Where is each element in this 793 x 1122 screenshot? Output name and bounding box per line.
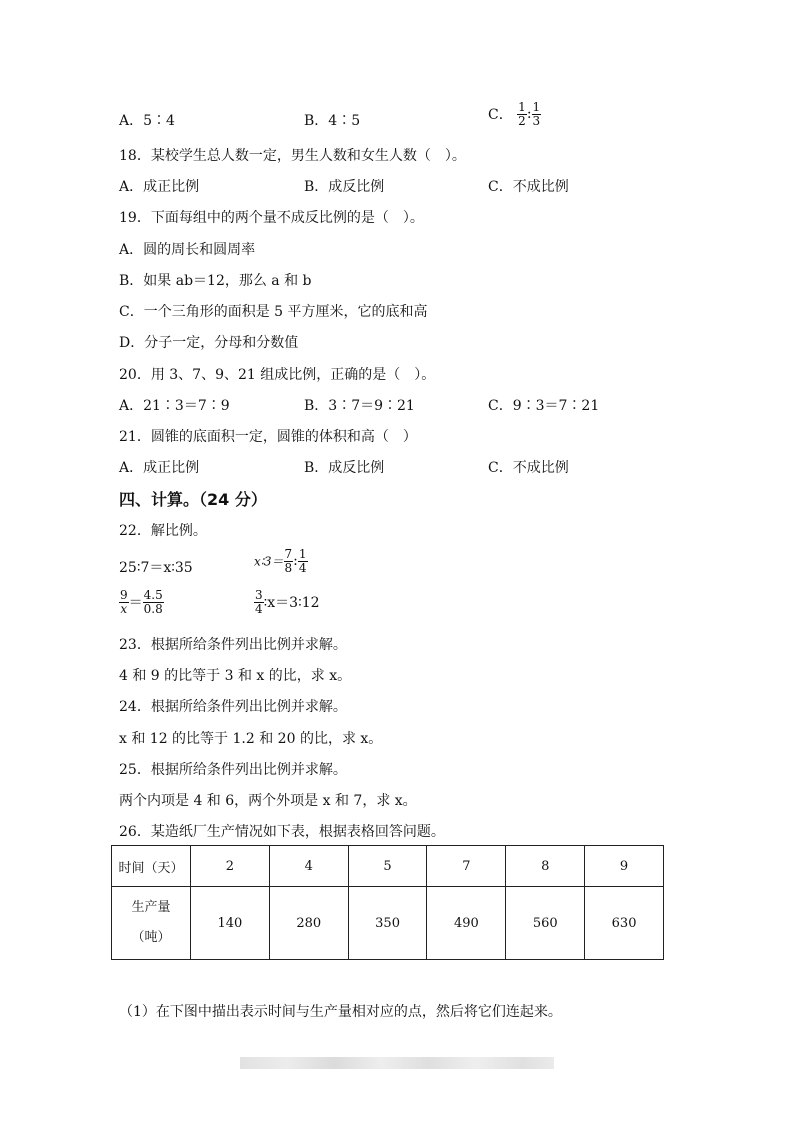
q18-option-a: A．成正比例 <box>119 179 200 195</box>
q19-stem: 19．下面每组中的两个量不成反比例的是（ ）。 <box>119 210 424 226</box>
fraction <box>517 101 527 127</box>
q22-equation-2 <box>254 548 308 574</box>
fraction <box>532 101 542 127</box>
q17-option-c <box>488 101 541 127</box>
table-cell: 5 <box>348 846 427 887</box>
q24-body: x 和 12 的比等于 1.2 和 20 的比，求 x。 <box>119 731 383 747</box>
q22-equation-3 <box>119 589 164 615</box>
table-cell: 8 <box>506 846 585 887</box>
table-cell: 2 <box>191 846 270 887</box>
q20-stem: 20．用 3、7、9、21 组成比例，正确的是（ ）。 <box>119 367 436 383</box>
table-cell: 7 <box>427 846 506 887</box>
table-cell: 4 <box>269 846 348 887</box>
table-cell: 350 <box>348 887 427 960</box>
q19-option-c: C．一个三角形的面积是 5 平方厘米，它的底和高 <box>119 304 428 320</box>
equation-suffix: ∶x＝3∶12 <box>263 595 320 612</box>
fraction <box>143 589 164 615</box>
q18-option-b: B．成反比例 <box>304 179 385 195</box>
q21-stem: 21．圆锥的底面积一定，圆锥的体积和高（ ） <box>119 429 417 445</box>
table-cell: 280 <box>269 887 348 960</box>
ratio-sign: : <box>526 106 532 123</box>
fraction-numerator: 1 <box>518 100 526 114</box>
fraction-numerator: 7 <box>284 547 293 561</box>
table-row <box>112 846 664 887</box>
fraction-denominator: x <box>120 601 128 616</box>
blurred-footer <box>240 1057 554 1069</box>
fraction <box>284 548 294 574</box>
q23-stem: 23．根据所给条件列出比例并求解。 <box>119 637 347 653</box>
table-cell: 9 <box>585 846 664 887</box>
table-header-production <box>112 887 191 960</box>
section-title: 四、计算。（24 分） <box>119 490 267 509</box>
q17-option-c-label: C． <box>488 107 513 124</box>
table-header-line: 生产量 <box>131 900 171 915</box>
q19-option-d: D．分子一定，分母和分数值 <box>119 335 299 351</box>
q26-subquestion-1: （1）在下图中描出表示时间与生产量相对应的点，然后将它们连起来。 <box>119 1004 562 1020</box>
fraction <box>298 548 308 574</box>
table-cell: 630 <box>585 887 664 960</box>
q21-option-a: A．成正比例 <box>119 460 200 476</box>
q19-option-b: B．如果 ab＝12，那么 a 和 b <box>119 273 312 289</box>
fraction-numerator: 3 <box>255 588 263 602</box>
q23-body: 4 和 9 的比等于 3 和 x 的比，求 x。 <box>119 668 352 684</box>
ratio-sign: : <box>293 553 298 570</box>
fraction-numerator: 4.5 <box>143 588 163 602</box>
fraction-numerator: 1 <box>298 547 307 561</box>
fraction-denominator: 8 <box>284 560 293 575</box>
q19-option-a: A．圆的周长和圆周率 <box>119 242 256 258</box>
q20-option-a: A．21∶3＝7∶9 <box>119 398 230 414</box>
fraction <box>254 589 264 615</box>
q22-equation-4 <box>254 589 320 615</box>
table-header-time: 时间（天） <box>112 846 191 887</box>
q22-equation-1: 25∶7＝x∶35 <box>119 560 193 576</box>
equals-sign: ＝ <box>128 595 143 612</box>
table-header-line: （吨） <box>131 930 171 945</box>
table-cell: 560 <box>506 887 585 960</box>
table-cell: 490 <box>427 887 506 960</box>
fraction-numerator: 1 <box>532 100 541 114</box>
q20-option-c: C．9∶3＝7∶21 <box>488 398 600 414</box>
q22-stem: 22．解比例。 <box>119 523 207 539</box>
q25-stem: 25．根据所给条件列出比例并求解。 <box>119 762 347 778</box>
fraction-denominator: 2 <box>518 113 526 128</box>
q21-option-c: C．不成比例 <box>488 460 569 476</box>
table-row <box>112 887 664 960</box>
table-cell: 140 <box>191 887 270 960</box>
fraction <box>119 589 129 615</box>
q20-option-b: B．3∶7＝9∶21 <box>304 398 415 414</box>
q26-stem: 26．某造纸厂生产情况如下表，根据表格回答问题。 <box>119 824 445 840</box>
fraction-denominator: 3 <box>532 113 541 128</box>
q18-option-c: C．不成比例 <box>488 179 569 195</box>
fraction-denominator: 4 <box>298 560 307 575</box>
q17-option-b: B．4∶5 <box>304 113 361 129</box>
fraction-denominator: 4 <box>255 601 263 616</box>
q25-body: 两个内项是 4 和 6，两个外项是 x 和 7，求 x。 <box>119 793 417 809</box>
fraction-denominator: 0.8 <box>143 601 163 616</box>
equation-prefix: x∶3＝ <box>254 554 284 569</box>
production-table <box>111 845 664 960</box>
q18-stem: 18．某校学生总人数一定，男生人数和女生人数（ ）。 <box>119 148 466 164</box>
q21-option-b: B．成反比例 <box>304 460 385 476</box>
q17-option-a: A．5∶4 <box>119 113 175 129</box>
q24-stem: 24．根据所给条件列出比例并求解。 <box>119 699 347 715</box>
fraction-numerator: 9 <box>120 588 128 602</box>
